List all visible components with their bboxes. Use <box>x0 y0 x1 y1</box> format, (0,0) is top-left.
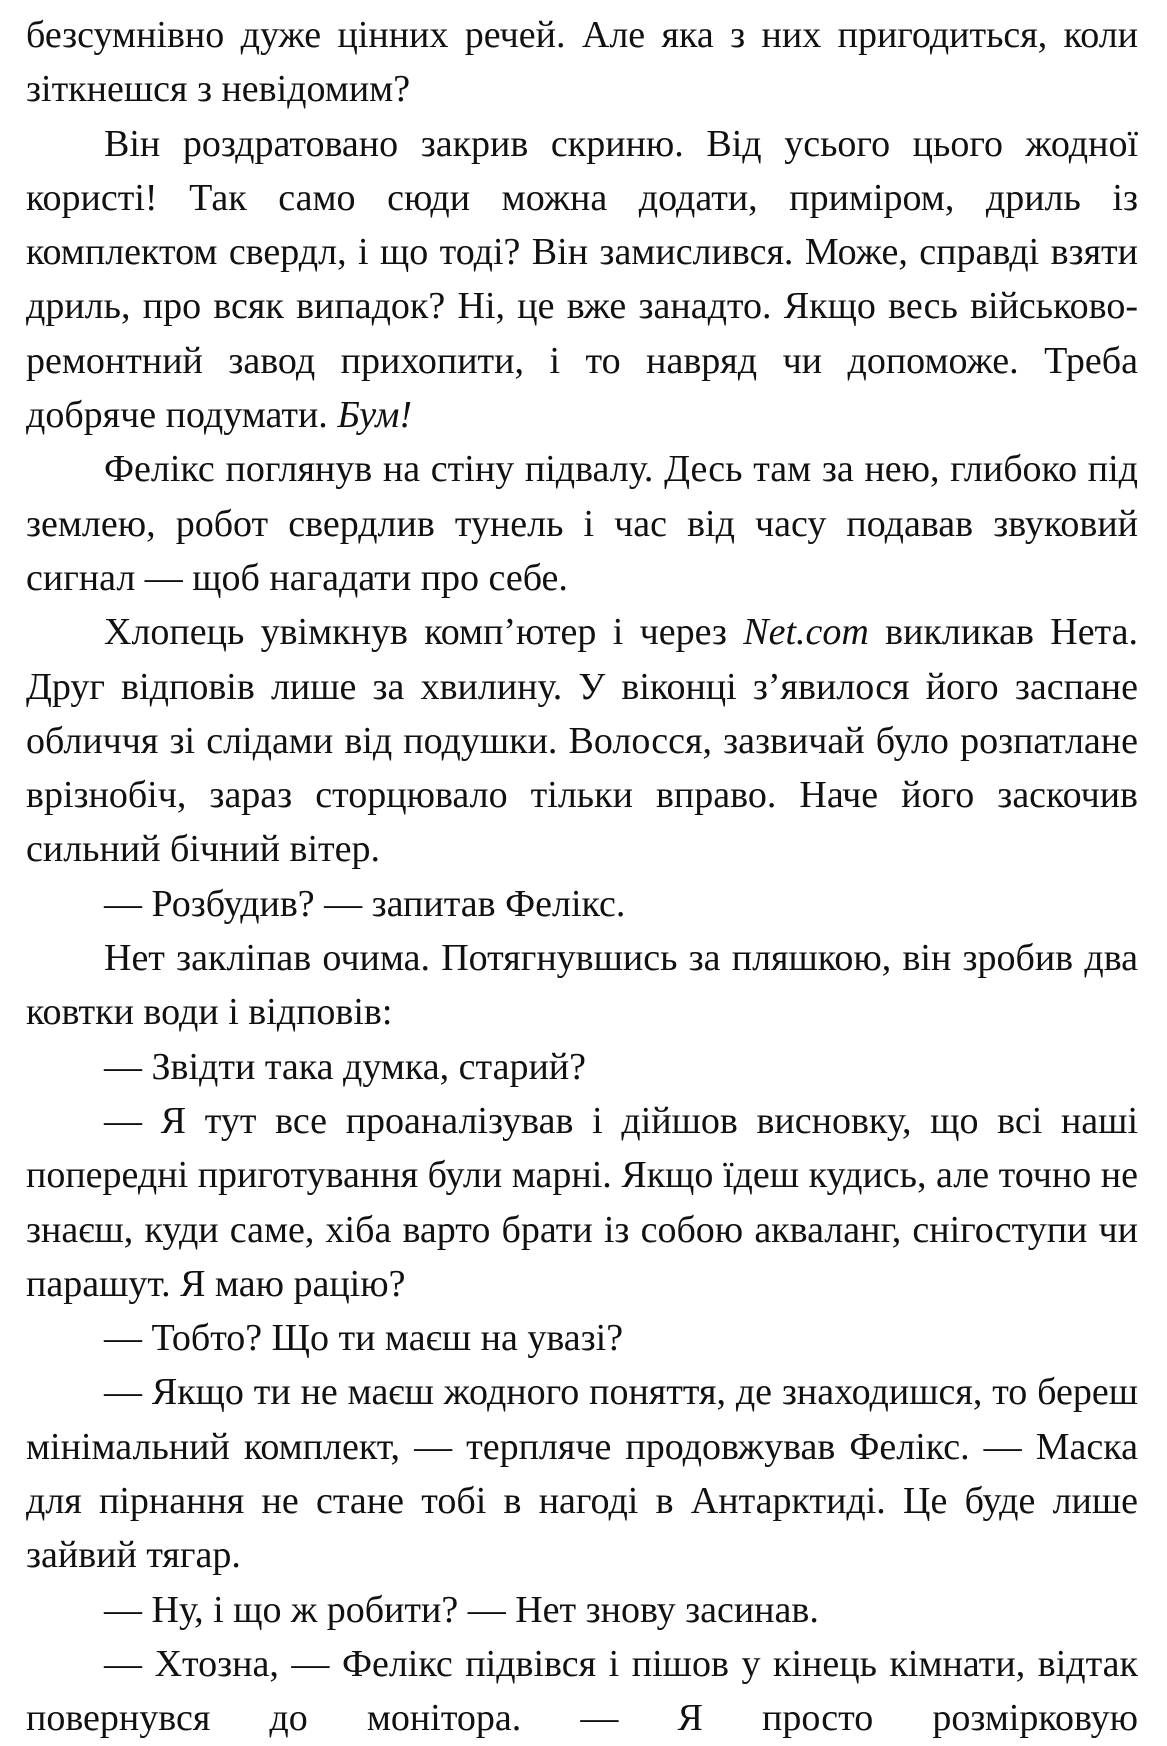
paragraph-12-text: — Хтозна, — Фелікс підвівся і пішов у кінець кімнати, відтак повернувся до монітора. — Я просто розмірковую <box>26 1642 1138 1740</box>
paragraph-10 <box>26 1365 1138 1582</box>
paragraph-11-text: — Ну, і що ж робити? — Нет знову засинав. <box>104 1588 819 1631</box>
paragraph-3-text: Фелікс поглянув на стіну підвалу. Десь там за нею, глибоко під землею, робот свердлив тунель і час від часу подавав звуковий сигнал — щоб нагадати про себе. <box>26 448 1138 599</box>
paragraph-7-text: — Звідти така думка, старий? <box>104 1045 586 1088</box>
paragraph-6-text: Нет закліпав очима. Потягнувшись за пляшкою, він зробив два ковтки води і відповів: <box>26 937 1138 1034</box>
paragraph-6 <box>26 931 1138 1040</box>
paragraph-5 <box>26 877 1138 931</box>
paragraph-4 <box>26 605 1138 876</box>
paragraph-5-text: — Розбудив? — запитав Фелікс. <box>104 882 626 925</box>
book-page <box>26 8 1138 1746</box>
paragraph-1 <box>26 8 1138 117</box>
paragraph-4-text-start: Хлопець увімкнув комп’ютер і через <box>104 611 744 654</box>
paragraph-10-text: — Якщо ти не маєш жодного поняття, де знаходишся, то береш мінімальний комплект, — терпляче продовжував Фелікс. — Маска для пірнання не стане тобі в нагоді в Антарктиді. Це буде лише зайвий тягар. <box>26 1371 1138 1577</box>
paragraph-4-text-end: викликав Нета. Друг відповів лише за хвилину. У віконці з’явилося його заспане обличчя зі слідами від подушки. Волосся, зазвичай було розпатлане врізнобіч, зараз сторцювало тільки вправо. Наче його заскочив сильний бічний вітер. <box>26 611 1138 871</box>
paragraph-1-text: безсумнівно дуже цінних речей. Але яка з них пригодиться, коли зіткнешся з невідомим? <box>26 14 1138 111</box>
paragraph-11 <box>26 1583 1138 1637</box>
paragraph-9 <box>26 1311 1138 1365</box>
paragraph-7 <box>26 1040 1138 1094</box>
paragraph-9-text: — Тобто? Що ти маєш на увазі? <box>104 1317 624 1360</box>
paragraph-3 <box>26 442 1138 605</box>
paragraph-2-text: Він роздратовано закрив скриню. Від усього цього жодної користі! Так само сюди можна додати, приміром, дриль із комплектом свердл, і що тоді? Він замислився. Може, справді взяти дриль, про всяк випадок? Ні, це вже занадто. Якщо весь військово-ремонтний завод прихопити, і то навряд чи допоможе. Треба добряче подумати. <box>26 122 1138 437</box>
paragraph-2-italic-sound: Бум! <box>337 394 413 437</box>
paragraph-8 <box>26 1094 1138 1311</box>
paragraph-2 <box>26 117 1138 443</box>
paragraph-8-text: — Я тут все проаналізував і дійшов висновку, що всі наші попередні приготування були марні. Якщо їдеш кудись, але точно не знаєш, куди саме, хіба варто брати із собою акваланг, снігоступи чи парашут. Я маю рацію? <box>26 1099 1138 1305</box>
paragraph-12 <box>26 1637 1138 1746</box>
paragraph-4-italic-netcom: Net.com <box>743 611 869 654</box>
